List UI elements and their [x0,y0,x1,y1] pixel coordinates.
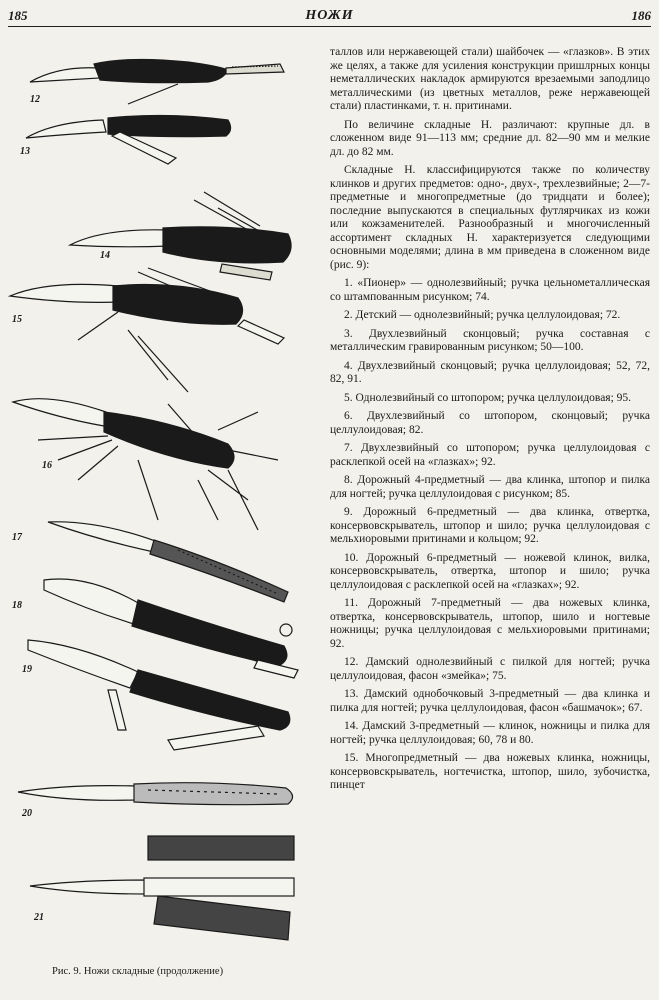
list-item: 9. Дорожный 6-предметный — два клинка, отвертка, консервовскрыватель, штопор и шило; ручка целлулоидовая с мельхиоровыми притинами и кольцом; 92. [330,506,650,545]
running-title: НОЖИ [305,8,354,23]
paragraph: Складные Н. классифицируются также по количеству клинков и других предметов: одно-, двух-, трехлезвийные; 2—7-предметные и многопредметные (до тридцати и более); последние выпускаются в специальных футлярчиках из кожи или кожзаменителей. Разнообразный и многочисленный ассортимент складных Н. характеризуется следующими основными моделями; длина в мм приведена в сложенном виде (рис. 9): [330,164,650,271]
figure-label-19: 19 [22,664,32,675]
knife-15-drawing [10,268,284,392]
header-rule [8,26,651,27]
page-number-right: 186 [631,8,651,23]
knife-13-drawing [26,84,231,164]
figure-label-14: 14 [100,250,110,261]
knife-16-drawing [13,399,278,530]
list-item: 13. Дамский однобочковый 3-предметный — два клинка и пилка для ногтей; ручка целлулоидовая, фасон «башмачок»; 67. [330,688,650,714]
knife-20-drawing [18,783,293,805]
figure-label-18: 18 [12,600,22,611]
knife-14-drawing [70,192,291,280]
page-number-left: 185 [8,8,28,23]
figure-label-17: 17 [12,532,22,543]
knife-12-drawing [30,59,284,82]
figure-label-16: 16 [42,460,52,471]
list-item: 7. Двухлезвийный со штопором; ручка целлулоидовая с расклепкой осей на «глазках»; 92. [330,442,650,468]
figure-label-12: 12 [30,94,40,105]
list-item: 6. Двухлезвийный со штопором, сконцовый; ручка целлулоидовая; 82. [330,410,650,436]
figure-label-20: 20 [22,808,32,819]
list-item: 2. Детский — однолезвийный; ручка целлулоидовая; 72. [344,309,621,321]
list-item: 4. Двухлезвийный сконцовый; ручка целлулоидовая; 52, 72, 82, 91. [330,359,650,385]
list-item: 14. Дамский 3-предметный — клинок, ножницы и пилка для ногтей; ручка целлулоидовая; 60, 78 и 80. [330,720,650,746]
knife-illustrations [8,40,316,970]
paragraph: По величине складные Н. различают: крупные дл. в сложенном виде 91—113 мм; средние дл. 82—90 мм и мелкие дл. до 82 мм. [330,118,650,158]
list-item: 5. Однолезвийный со штопором; ручка целлулоидовая; 95. [344,391,632,404]
list-item: 8. Дорожный 4-предметный — два клинка, штопор и пилка для ногтей; ручка целлулоидовая с рисунком; 85. [330,474,650,500]
knife-21-drawing [30,836,294,940]
figure-label-13: 13 [20,146,30,157]
list-item: 1. «Пионер» — однолезвийный; ручка цельнометаллическая со штампованным рисунком; 74. [330,277,650,303]
list-item: 11. Дорожный 7-предметный — два ножевых клинка, отвертка, консервовскрыватель, штопор, шило и ногтевые ножницы; ручка целлулоидовая с мельхиоровыми притинами; 92. [330,597,650,650]
list-item: 10. Дорожный 6-предметный — ножевой клинок, вилка, консервовскрыватель, отвертка, штопор и шило; ручка целлулоидовая с расклепкой осей на «глазках»; 92. [330,551,650,591]
figure-label-21: 21 [34,912,44,923]
list-item: 12. Дамский однолезвийный с пилкой для ногтей; ручка целлулоидовая, фасон «змейка»; 75. [330,656,650,682]
body-text-column [330,46,650,798]
list-item: 3. Двухлезвийный сконцовый; ручка составная с металлическим гравированным рисунком; 50—100. [330,327,650,353]
figure-caption: Рис. 9. Ножи складные (продолжение) [52,966,224,977]
paragraph: таллов или нержавеющей стали) шайбочек — «глазков». В этих же целях, а также для усиления конструкции пришлрных концы неметаллических накладок армируются врезаемыми заподлицо металлическими (из цветных металлов, реже нержавеющей стали) пластинками, т. н. притинами. [330,46,650,112]
figure-label-15: 15 [12,314,22,325]
list-item: 15. Многопредметный — два ножевых клинка, ножницы, консервовскрыватель, ногтечистка, штопор, шило, зубочистка, пинцет [330,752,650,791]
